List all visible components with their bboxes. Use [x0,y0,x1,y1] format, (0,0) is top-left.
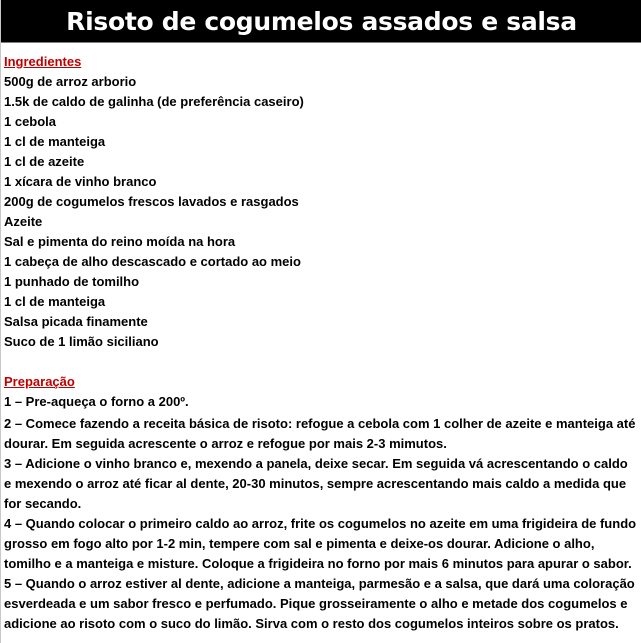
preparation-heading: Preparação [4,374,75,389]
ingredient-item: 500g de arroz arborio [4,74,137,89]
ingredient-item: 1 punhado de tomilho [4,274,140,289]
preparation-step: 5 – Quando o arroz estiver al dente, adicione a manteiga, parmesão e a salsa, que dará uma coloração esverdeada e um sabor fresco e perfumado. Pique grosseiramente o alho e metade dos cogumelos e adicione ao risoto com o suco do limão. Sirva com o resto dos cogumelos inteiros sobre os pratos. [4,576,635,631]
ingredient-item: 1 cebola [4,114,57,129]
ingredient-item: Azeite [4,214,43,229]
preparation-step: 4 – Quando colocar o primeiro caldo ao arroz, frite os cogumelos no azeite em uma frigideira de fundo grosso em fogo alto por 1-2 min, tempere com sal e pimenta e deixe-os dourar. Adicione o alho, tomilho e a manteiga e misture. Coloque a frigideira no forno por mais 6 minutos para apurar o sabor. [4,516,637,571]
preparation-step: 2 – Comece fazendo a receita básica de risoto: refogue a cebola com 1 colher de azeite e manteiga até dourar. Em seguida acrescente o arroz e refogue por mais 2-3 mimutos. [4,416,636,451]
ingredients-heading: Ingredientes [4,54,82,69]
preparation-steps [4,392,638,634]
ingredient-item: Suco de 1 limão siciliano [4,334,159,349]
section-spacer [4,352,638,372]
ingredient-item: 1 cl de manteiga [4,294,106,309]
ingredient-item: 200g de cogumelos frescos lavados e rasgados [4,194,299,209]
ingredient-item: 1 cl de azeite [4,154,85,169]
ingredient-item: Salsa picada finamente [4,314,148,329]
ingredient-item: 1.5k de caldo de galinha (de preferência caseiro) [4,94,304,109]
recipe-title: Risoto de cogumelos assados e salsa [66,6,577,36]
preparation-step: 1 – Pre-aqueça o forno a 200º. [4,394,189,409]
ingredient-item: 1 cabeça de alho descascado e cortado ao meio [4,254,301,269]
ingredient-item: 1 xícara de vinho branco [4,174,157,189]
ingredients-list [4,72,638,352]
ingredient-item: 1 cl de manteiga [4,134,106,149]
ingredient-item: Sal e pimenta do reino moída na hora [4,234,236,249]
title-bar [1,0,641,43]
preparation-step: 3 – Adicione o vinho branco e, mexendo a panela, deixe secar. Em seguida vá acrescentando o caldo e mexendo o arroz até ficar al dente, 20-30 minutos, sempre acrescentando mais caldo a medida que for secando. [4,456,628,511]
recipe-content [4,52,638,634]
